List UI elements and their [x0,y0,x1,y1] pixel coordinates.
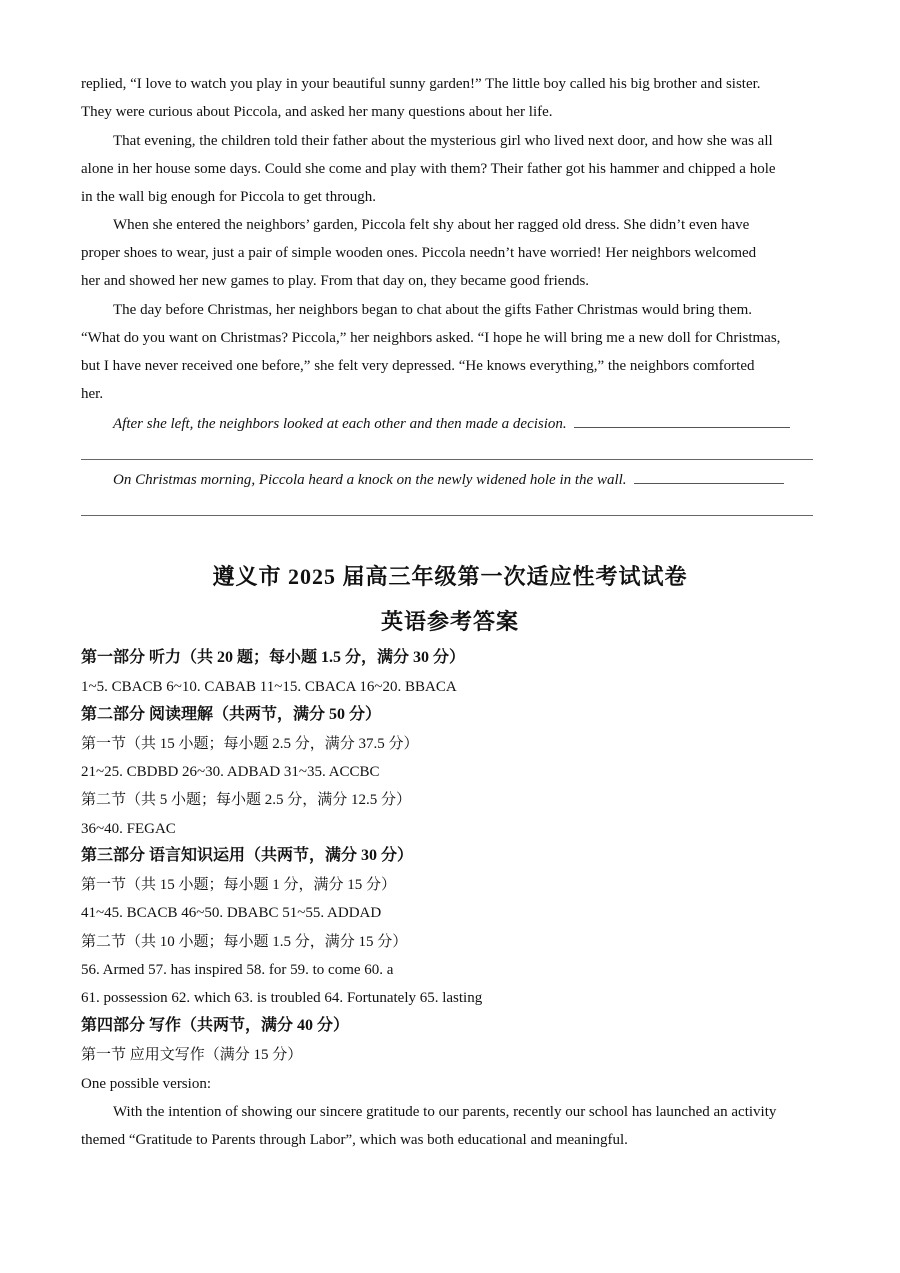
subsection-heading: 第一节 应用文写作（满分 15 分） [81,1047,303,1063]
subsection-heading: 第一节（共 15 小题；每小题 1 分，满分 15 分） [81,877,397,893]
answer-line [81,459,813,460]
page-title: 遵义市 2025 届高三年级第一次适应性考试试卷 [212,564,688,589]
story-line: replied, “I love to watch you play in your beautiful sunny garden!” The little boy called his big brother and sister. [81,76,761,92]
answer-row: 41~45. BCACB 46~50. DBABC 51~55. ADDAD [81,905,382,921]
story-line: her. [81,386,104,402]
answer-blank [634,469,784,484]
story-line: her and showed her new games to play. From that day on, they became good friends. [81,273,590,289]
story-line: That evening, the children told their father about the mysterious girl who lived next door, and how she was all [113,133,773,149]
answer-line [81,515,813,516]
story-line: When she entered the neighbors’ garden, Piccola felt shy about her ragged old dress. She didn’t even have [113,217,750,233]
prompt-text: After she left, the neighbors looked at each other and then made a decision. [113,416,567,432]
story-line: “What do you want on Christmas? Piccola,” her neighbors asked. “I hope he will bring me a new doll for Christmas, [81,330,781,346]
answer-row: 21~25. CBDBD 26~30. ADBAD 31~35. ACCBC [81,764,380,780]
page-subtitle: 英语参考答案 [380,609,519,634]
section-heading: 第三部分 语言知识运用（共两节，满分 30 分） [81,847,414,864]
section-heading: 第四部分 写作（共两节，满分 40 分） [81,1017,350,1034]
subsection-heading: 第二节（共 10 小题；每小题 1.5 分，满分 15 分） [81,934,408,950]
continuation-prompt-1 [113,413,790,434]
answer-row: 56. Armed 57. has inspired 58. for 59. to come 60. a [81,962,394,978]
continuation-prompt-2 [113,469,784,490]
section-heading: 第二部分 阅读理解（共两节，满分 50 分） [81,706,382,723]
story-line: proper shoes to wear, just a pair of simple wooden ones. Piccola needn’t have worried! Her neighbors welcomed [81,245,757,261]
answer-row: 36~40. FEGAC [81,821,176,837]
prompt-text: On Christmas morning, Piccola heard a knock on the newly widened hole in the wall. [113,472,627,488]
story-line: The day before Christmas, her neighbors began to chat about the gifts Father Christmas would bring them. [113,302,753,318]
answer-blank [574,413,790,428]
version-label: One possible version: [81,1076,211,1092]
section-heading: 第一部分 听力（共 20 题；每小题 1.5 分，满分 30 分） [81,649,466,666]
story-line: in the wall big enough for Piccola to get through. [81,189,376,205]
subsection-heading: 第二节（共 5 小题；每小题 2.5 分，满分 12.5 分） [81,792,412,808]
story-line: but I have never received one before,” she felt very depressed. “He knows everything,” the neighbors comforted [81,358,755,374]
story-line: They were curious about Piccola, and asked her many questions about her life. [81,104,553,120]
subsection-heading: 第一节（共 15 小题；每小题 2.5 分，满分 37.5 分） [81,736,419,752]
essay-line: With the intention of showing our sincere gratitude to our parents, recently our school has launched an activity [113,1104,777,1120]
essay-line: themed “Gratitude to Parents through Labor”, which was both educational and meaningful. [81,1132,628,1148]
answer-row: 1~5. CBACB 6~10. CABAB 11~15. CBACA 16~20. BBACA [81,679,457,695]
story-line: alone in her house some days. Could she come and play with them? Their father got his hammer and chipped a hole [81,161,776,177]
answer-row: 61. possession 62. which 63. is troubled 64. Fortunately 65. lasting [81,990,483,1006]
